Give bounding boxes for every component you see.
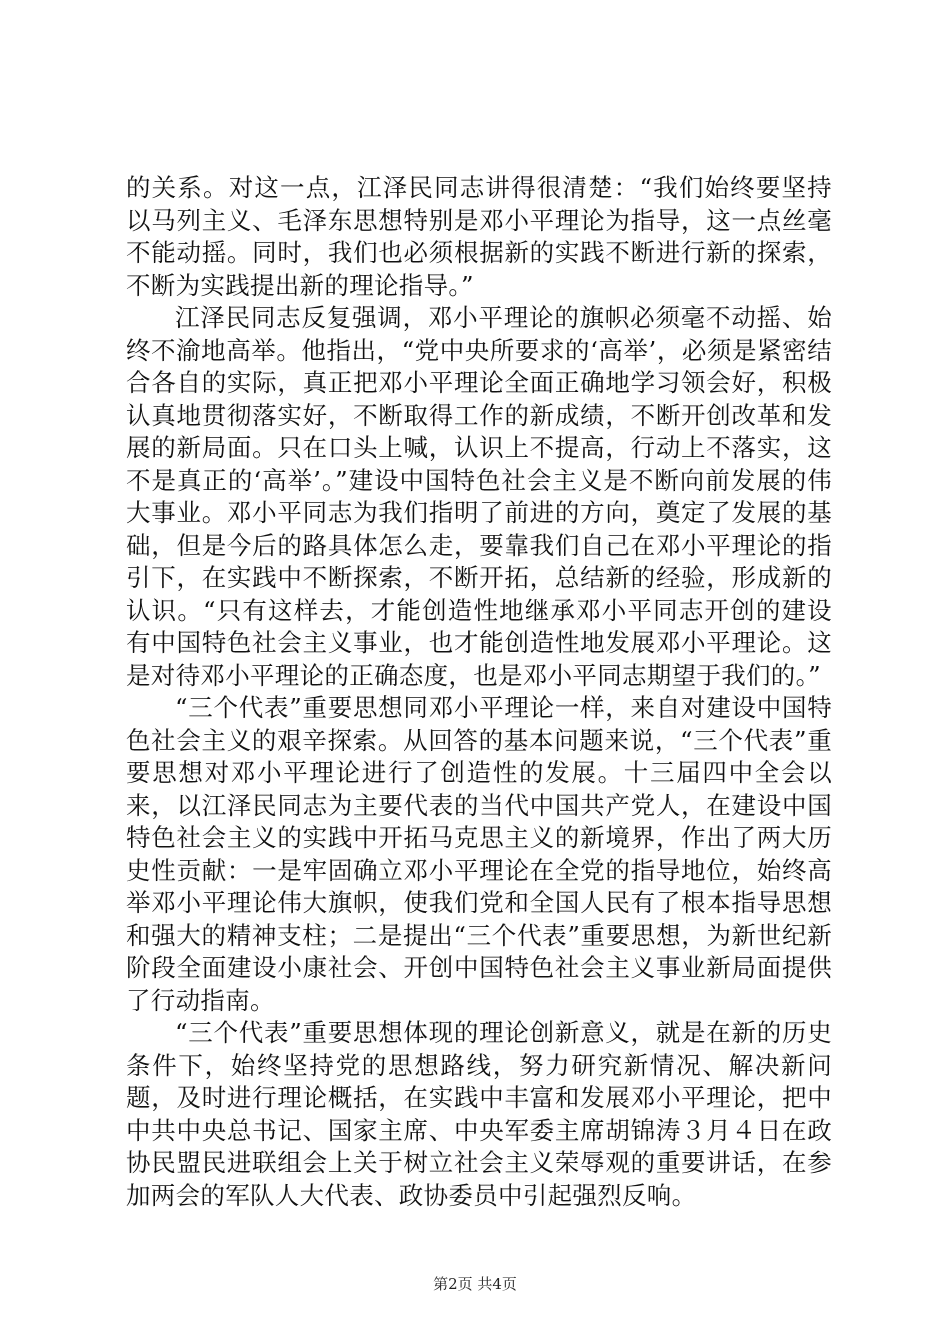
paragraph-3: “三个代表”重要思想同邓小平理论一样，来自对建设中国特色社会主义的艰辛探索。从回答的基本问题来说，“三个代表”重要思想对邓小平理论进行了创造性的发展。十三届四中全会以来，以江泽民同志为主要代表的当代中国共产党人，在建设中国特色社会主义的实践中开拓马克思主义的新境界，作出了两大历史性贡献：一是牢固确立邓小平理论在全党的指导地位，始终高举邓小平理论伟大旗帜，使我们党和全国人民有了根本指导思想和强大的精神支柱；二是提出“三个代表”重要思想，为新世纪新阶段全面建设小康社会、开创中国特色社会主义事业新局面提供了行动指南。 bbox=[126, 693, 832, 1015]
page-footer: 第2页 共4页 bbox=[433, 1275, 517, 1293]
document-body bbox=[126, 172, 832, 1212]
paragraph-1: 的关系。对这一点，江泽民同志讲得很清楚：“我们始终要坚持以马列主义、毛泽东思想特别是邓小平理论为指导，这一点丝毫不能动摇。同时，我们也必须根据新的实践不断进行新的探索，不断为实践提出新的理论指导。” bbox=[126, 173, 832, 300]
paragraph-2: 江泽民同志反复强调，邓小平理论的旗帜必须毫不动摇、始终不渝地高举。他指出，“党中央所要求的‘高举’，必须是紧密结合各自的实际，真正把邓小平理论全面正确地学习领会好，积极认真地贯彻落实好，不断取得工作的新成绩，不断开创改革和发展的新局面。只在口头上喊，认识上不提高，行动上不落实，这不是真正的‘高举’。”建设中国特色社会主义是不断向前发展的伟大事业。邓小平同志为我们指明了前进的方向，奠定了发展的基础，但是今后的路具体怎么走，要靠我们自己在邓小平理论的指引下，在实践中不断探索，不断开拓，总结新的经验，形成新的认识。“只有这样去，才能创造性地继承邓小平同志开创的建设有中国特色社会主义事业，也才能创造性地发展邓小平理论。这是对待邓小平理论的正确态度，也是邓小平同志期望于我们的。” bbox=[126, 303, 832, 690]
paragraph-4: “三个代表”重要思想体现的理论创新意义，就是在新的历史条件下，始终坚持党的思想路线，努力研究新情况、解决新问题，及时进行理论概括，在实践中丰富和发展邓小平理论，把中中共中央总书记、国家主席、中央军委主席胡锦涛３月４日在政协民盟民进联组会上关于树立社会主义荣辱观的重要讲话，在参加两会的军队人大代表、政协委员中引起强烈反响。 bbox=[126, 1018, 832, 1210]
